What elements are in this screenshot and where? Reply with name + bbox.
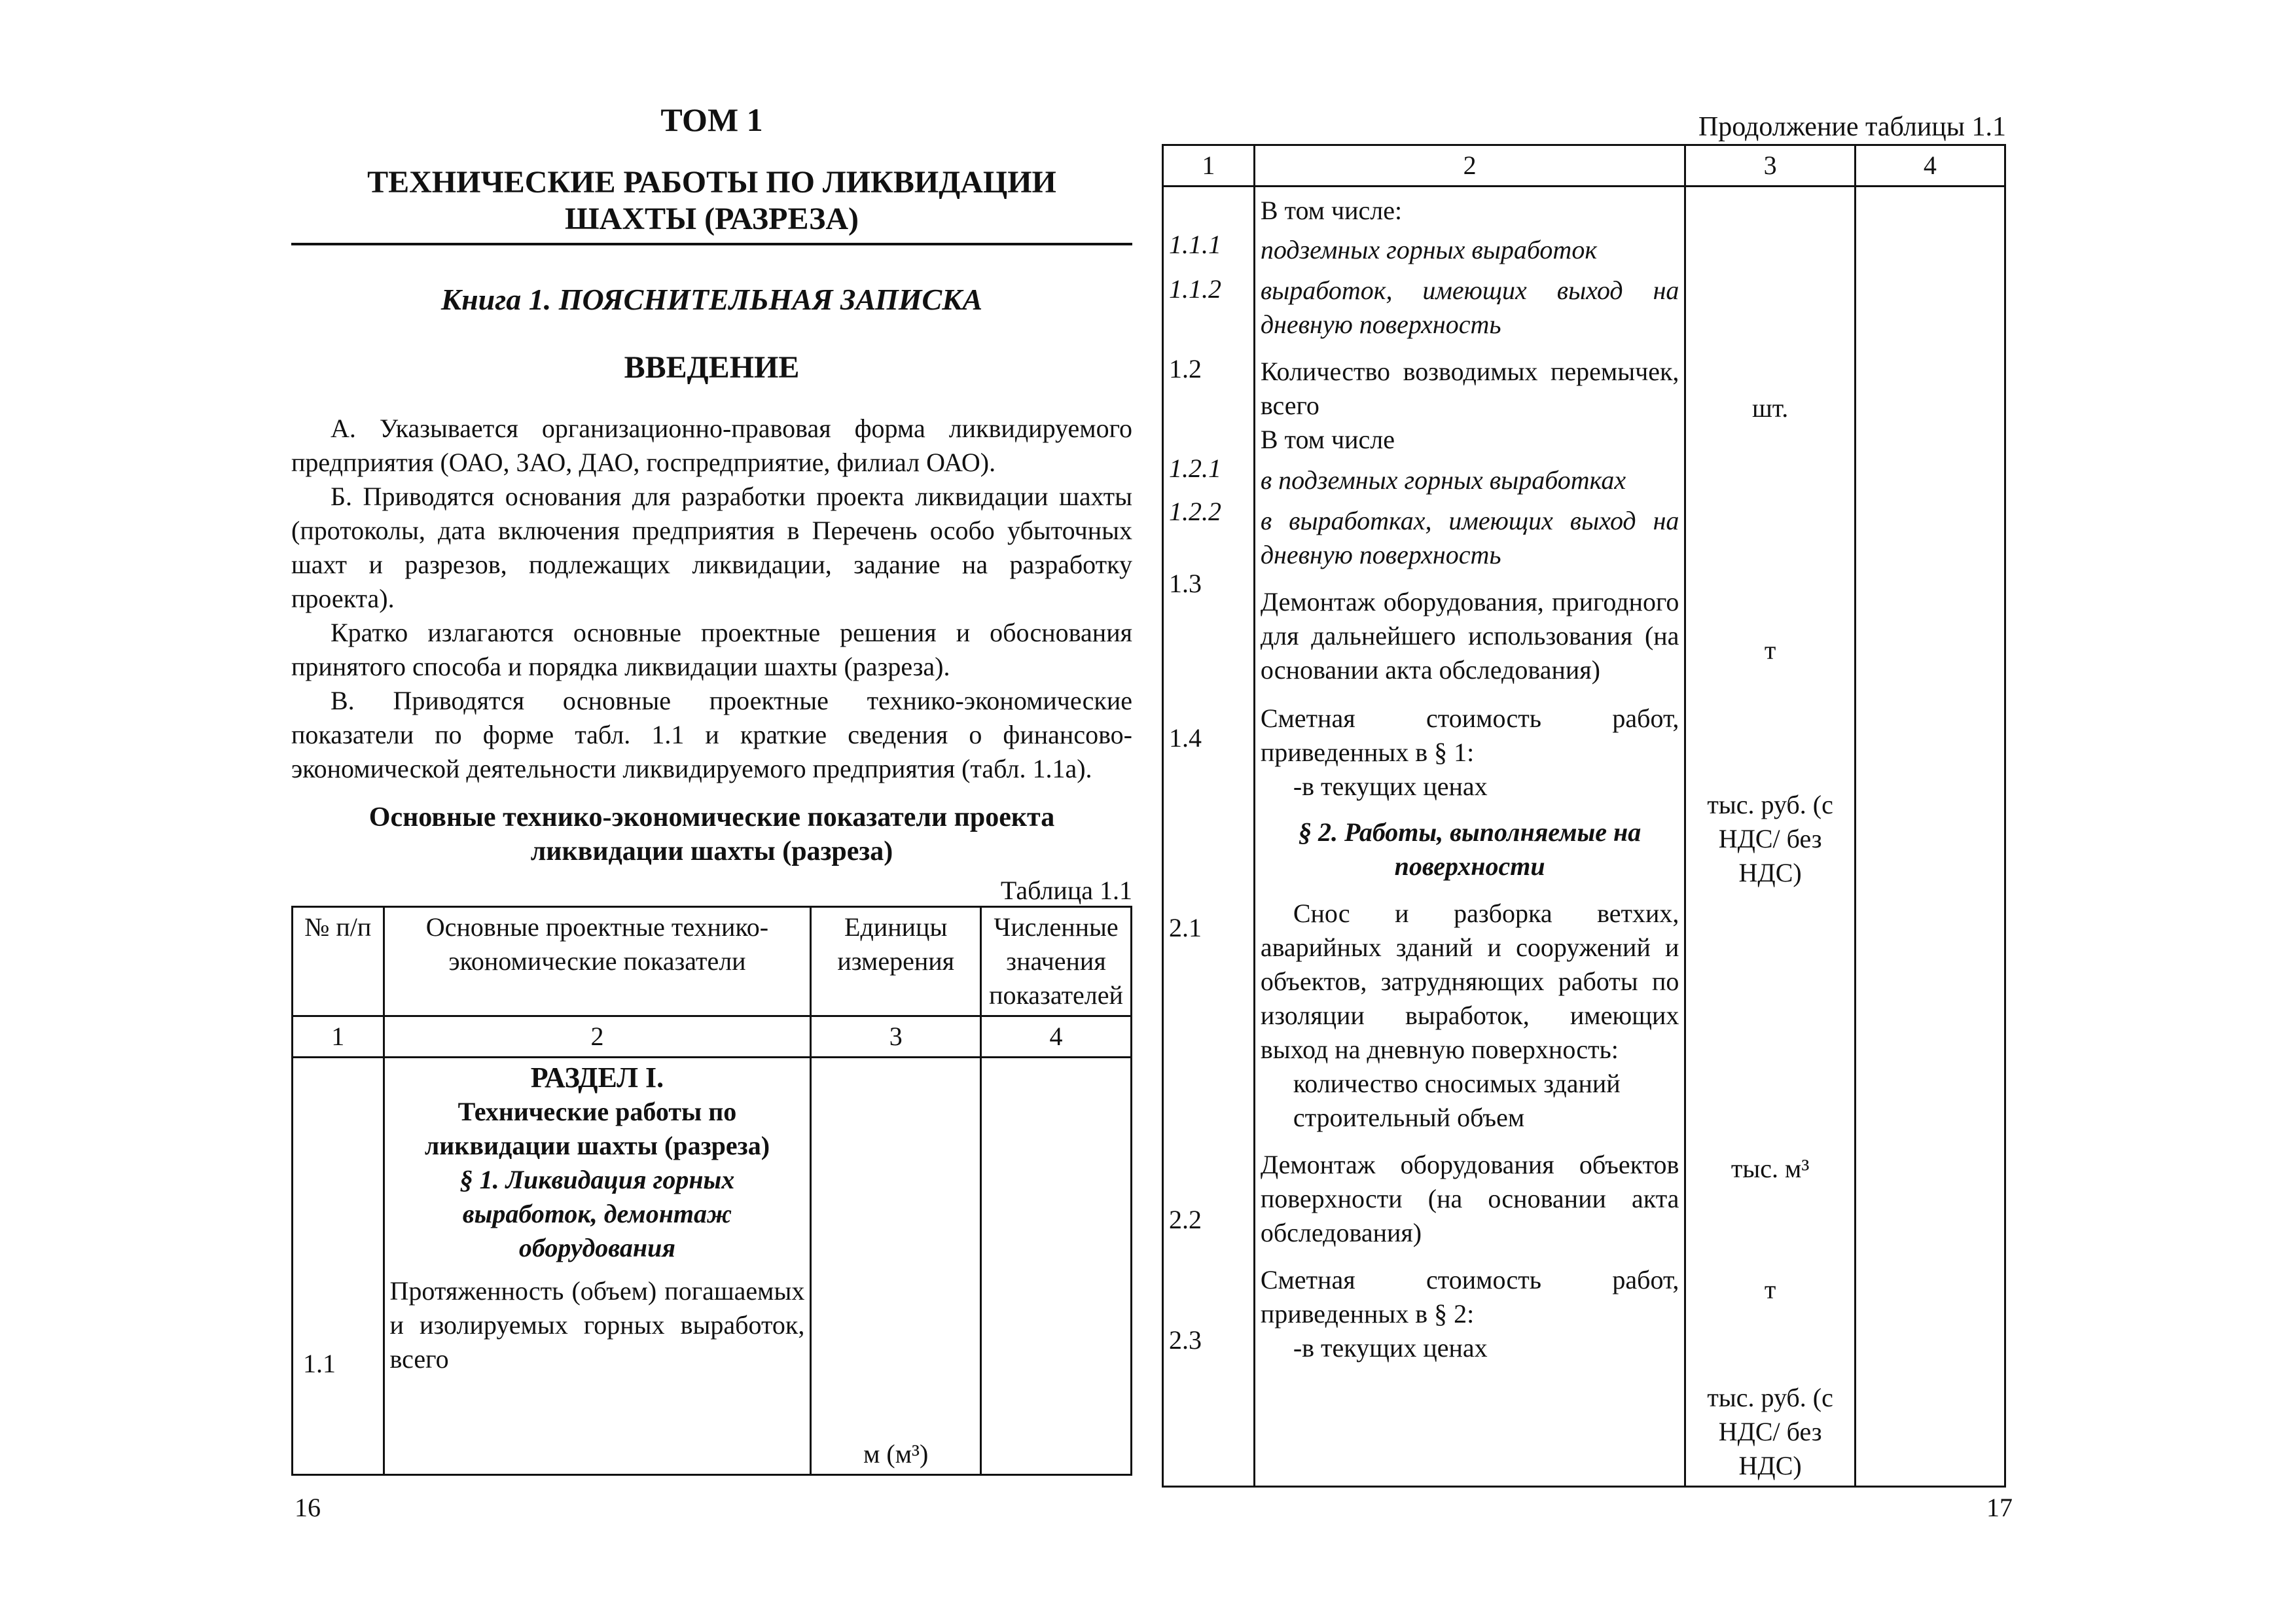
row-text: выработок, имеющих выход на дневную поверхность	[1260, 276, 1679, 339]
row-text: в выработках, имеющих выход на дневную поверхность	[1260, 506, 1679, 569]
col-number: 1	[293, 1016, 384, 1058]
page-number-left: 16	[295, 1493, 321, 1522]
header-unit: Единицы измерения	[811, 907, 981, 1016]
col-number: 2	[384, 1016, 811, 1058]
intro-title: ВВЕДЕНИЕ	[624, 350, 800, 385]
section-subtitle: Технические работы по ликвидации шахты (разреза)	[424, 1097, 770, 1160]
row-unit: т	[1764, 1275, 1776, 1304]
paragraph-b: Б. Приводятся основания для разработки проекта ликвидации шахты (протоколы, дата включения предприятия в Перечень особо убыточных шахт и разрезов, подлежащих ликвидации, задание на разработку проекта).	[291, 482, 1132, 613]
row-num: 1.1.2	[1169, 274, 1221, 304]
row-unit: тыс. руб. (с НДС/ без НДС)	[1707, 790, 1833, 887]
left-page	[291, 101, 1132, 1476]
col-number: 4	[981, 1016, 1132, 1058]
column-number-row	[293, 1016, 1132, 1058]
col-number: 1	[1163, 145, 1255, 187]
row-text: Демонтаж оборудования объектов поверхности (на основании акта обследования)	[1260, 1150, 1679, 1247]
column-number-row	[1163, 145, 2005, 187]
work-title-line2: ШАХТЫ (РАЗРЕЗА)	[564, 202, 859, 236]
row-unit: тыс. м³	[1731, 1154, 1810, 1183]
row-text: В том числе:	[1260, 196, 1403, 225]
work-title-line1: ТЕХНИЧЕСКИЕ РАБОТЫ ПО ЛИКВИДАЦИИ	[367, 165, 1056, 200]
header-value: Численные значения показателей	[981, 907, 1132, 1016]
row-text: Снос и разборка ветхих, аварийных зданий и сооружений и объектов, затрудняющих работы по изоляции выработок, имеющих выход на дневную поверхность:	[1260, 899, 1679, 1064]
unit-column	[1685, 187, 1855, 1487]
col-number: 3	[1685, 145, 1855, 187]
row-text: в подземных горных выработках	[1260, 465, 1626, 495]
row-text: Демонтаж оборудования, пригодного для дальнейшего использования (на основании акта обследования)	[1260, 587, 1679, 685]
paragraph-title: § 1. Ликвидация горных выработок, демонтаж оборудования	[459, 1165, 735, 1262]
paragraph-brief: Кратко излагаются основные проектные решения и обоснования принятого способа и порядка ликвидации шахты (разреза).	[291, 618, 1132, 681]
section-row	[293, 1058, 1132, 1475]
table-title-line2: ликвидации шахты (разреза)	[530, 836, 893, 866]
table-body	[1163, 187, 2005, 1487]
header-indicator: Основные проектные технико-экономические показатели	[384, 907, 811, 1016]
volume-title: ТОМ 1	[660, 101, 763, 138]
row-num: 1.3	[1169, 569, 1202, 598]
row-subtext: -в текущих ценах	[1293, 772, 1488, 801]
row-1-1-number: 1.1	[303, 1349, 336, 1378]
section-title: РАЗДЕЛ I.	[530, 1061, 664, 1094]
paragraph-v: В. Приводятся основные проектные технико-экономические показатели по форме табл. 1.1 и краткие сведения о финансово-экономической деятельности ликвидируемого предприятия (табл. 1.1а).	[291, 686, 1132, 783]
row-1-1-text: Протяженность (объем) погашаемых и изолируемых горных выработок, всего	[389, 1276, 805, 1374]
row-num: 1.1.1	[1169, 230, 1221, 259]
row-num: 1.2.1	[1169, 454, 1221, 483]
num-column	[1163, 187, 1255, 1487]
indicator-column	[1254, 187, 1685, 1487]
table-label: Таблица 1.1	[1000, 876, 1132, 905]
page-number-right: 17	[1986, 1493, 2013, 1522]
row-num: 1.2	[1169, 354, 1202, 383]
work-title	[291, 164, 1132, 245]
right-page	[1162, 111, 2006, 1488]
row-subtext: -в текущих ценах	[1293, 1333, 1488, 1363]
row-subtext: количество сносимых зданий строительный объем	[1293, 1069, 1621, 1132]
row-text: Сметная стоимость работ, приведенных в § 1:	[1260, 704, 1679, 767]
col-number: 4	[1855, 145, 2005, 187]
row-unit: т	[1764, 635, 1776, 665]
row-text: Сметная стоимость работ, приведенных в § 2:	[1260, 1265, 1679, 1329]
row-text: В том числе	[1260, 425, 1395, 454]
row-unit: тыс. руб. (с НДС/ без НДС)	[1707, 1383, 1833, 1480]
paragraph-2-heading: § 2. Работы, выполняемые на поверхности	[1298, 817, 1641, 881]
table-header-row	[293, 907, 1132, 1016]
indicators-table	[291, 906, 1132, 1476]
table-title	[291, 800, 1132, 868]
col-number: 3	[811, 1016, 981, 1058]
row-num: 2.1	[1169, 913, 1202, 942]
row-text: подземных горных выработок	[1260, 235, 1598, 264]
row-num: 1.2.2	[1169, 497, 1221, 526]
table-title-line1: Основные технико-экономические показатели проекта	[368, 802, 1055, 832]
value-column	[1855, 187, 2005, 1487]
row-num: 2.3	[1169, 1325, 1202, 1355]
row-unit: шт.	[1751, 393, 1789, 423]
row-num: 2.2	[1169, 1205, 1202, 1234]
col-number: 2	[1254, 145, 1685, 187]
continuation-label: Продолжение таблицы 1.1	[1698, 112, 2006, 142]
paragraph-a: А. Указывается организационно-правовая форма ликвидируемого предприятия (ОАО, ЗАО, ДАО, госпредприятие, филиал ОАО).	[291, 414, 1132, 477]
header-num: № п/п	[293, 907, 384, 1016]
section-heading	[384, 1058, 811, 1475]
row-text: Количество возводимых перемычек, всего	[1260, 357, 1679, 420]
row-1-1-unit: м (м³)	[863, 1439, 929, 1469]
row-num: 1.4	[1169, 723, 1202, 753]
indicators-table-continued	[1162, 144, 2006, 1488]
book-title: Книга 1. ПОЯСНИТЕЛЬНАЯ ЗАПИСКА	[440, 283, 983, 316]
intro-text	[291, 412, 1132, 786]
